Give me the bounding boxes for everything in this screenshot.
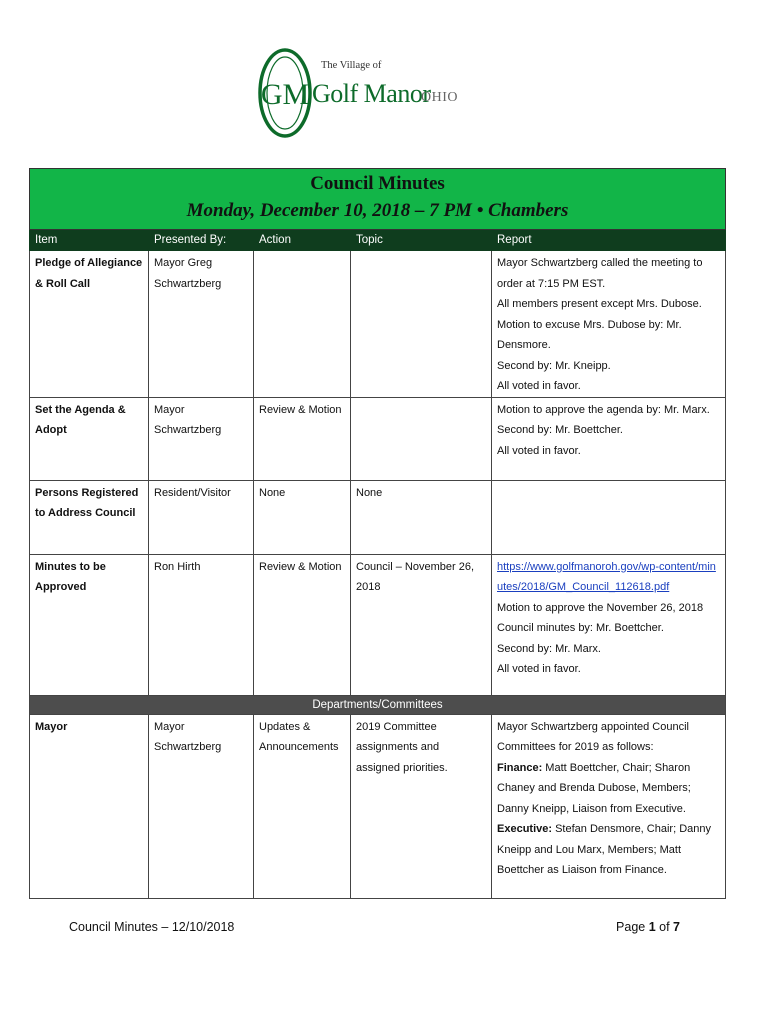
page-total: 7 [673, 920, 680, 934]
presented-cell: Mayor Greg Schwartzberg [149, 251, 254, 398]
executive-label: Executive: [497, 823, 553, 835]
report-line: Second by: Mr. Kneipp. [497, 359, 611, 372]
finance-committee [497, 758, 720, 820]
report-cell [492, 554, 726, 695]
col-header-report: Report [492, 231, 726, 251]
item-cell: Minutes to be Approved [30, 554, 149, 695]
header-banner [29, 168, 726, 230]
item-cell: Set the Agenda & Adopt [30, 397, 149, 480]
action-cell: Review & Motion [254, 554, 351, 695]
page-title: Council Minutes [310, 173, 445, 194]
topic-cell: 2019 Committee assignments and assigned priorities. [351, 714, 492, 898]
logo-main-text: Golf Manor [312, 79, 431, 108]
table-header-row [30, 231, 726, 251]
page-number [616, 920, 680, 934]
report-line: All voted in favor. [497, 380, 581, 392]
item-cell: Mayor [30, 714, 149, 898]
report-line: Second by: Mr. Boettcher. [497, 424, 623, 436]
col-header-topic: Topic [351, 231, 492, 251]
logo-small-text: The Village of [321, 60, 382, 71]
minutes-table [29, 230, 726, 899]
report-cell [492, 251, 726, 398]
executive-committee [497, 819, 720, 881]
report-line: Motion to approve the November 26, 2018 Council minutes by: Mr. Boettcher. [497, 601, 704, 634]
page-of: of [655, 920, 674, 934]
report-cell [492, 714, 726, 898]
report-line: All voted in favor. [497, 663, 581, 675]
minutes-pdf-link[interactable]: https://www.golfmanoroh.gov/wp-content/minutes/2018/GM_Council_112618.pdf [497, 560, 716, 593]
report-line: Motion to approve the agenda by: Mr. Marx. [497, 403, 710, 416]
table-row [30, 714, 726, 898]
logo-state-text: OHIO [421, 90, 458, 105]
action-cell: None [254, 480, 351, 554]
report-line: Second by: Mr. Marx. [497, 642, 601, 655]
action-cell: Updates & Announcements [254, 714, 351, 898]
report-line: All members present except Mrs. Dubose. [497, 298, 702, 310]
report-line: Mayor Schwartzberg called the meeting to order at 7:15 PM EST. [497, 257, 703, 290]
finance-label: Finance: [497, 761, 543, 774]
action-cell [254, 251, 351, 398]
logo-monogram: GM [260, 78, 310, 111]
report-cell [492, 480, 726, 554]
topic-cell [351, 397, 492, 480]
item-cell: Persons Registered to Address Council [30, 480, 149, 554]
presented-cell: Resident/Visitor [149, 480, 254, 554]
report-line: Mayor Schwartzberg appointed Council Committees for 2019 as follows: [497, 720, 689, 753]
table-row [30, 554, 726, 695]
col-header-item: Item [30, 231, 149, 251]
section-title: Departments/Committees [30, 695, 726, 714]
finance-text: Matt Boettcher, Chair; Sharon Chaney and Brenda Dubose, Members; Danny Kneipp, Liaison from Executive. [497, 761, 691, 815]
report-line: All voted in favor. [497, 444, 581, 457]
col-header-presented: Presented By: [149, 231, 254, 251]
footer-title: Council Minutes – 12/10/2018 [69, 920, 235, 934]
report-line: Motion to excuse Mrs. Dubose by: Mr. Densmore. [497, 318, 682, 351]
table-row [30, 251, 726, 398]
presented-cell: Mayor Schwartzberg [149, 397, 254, 480]
topic-cell: None [351, 480, 492, 554]
col-header-action: Action [254, 231, 351, 251]
section-header-row [30, 695, 726, 714]
action-cell: Review & Motion [254, 397, 351, 480]
executive-text: Stefan Densmore, Chair; Danny Kneipp and Lou Marx, Members; Matt Boettcher as Liaison from Finance. [497, 823, 711, 876]
item-cell: Pledge of Allegiance & Roll Call [30, 251, 149, 398]
topic-cell [351, 251, 492, 398]
topic-cell: Council – November 26, 2018 [351, 554, 492, 695]
table-row [30, 397, 726, 480]
presented-cell: Mayor Schwartzberg [149, 714, 254, 898]
table-row [30, 480, 726, 554]
report-cell [492, 397, 726, 480]
meeting-subtitle: Monday, December 10, 2018 – 7 PM • Chambers [186, 200, 569, 221]
page-label: Page [616, 920, 649, 934]
page-current: 1 [648, 920, 656, 934]
presented-cell: Ron Hirth [149, 554, 254, 695]
